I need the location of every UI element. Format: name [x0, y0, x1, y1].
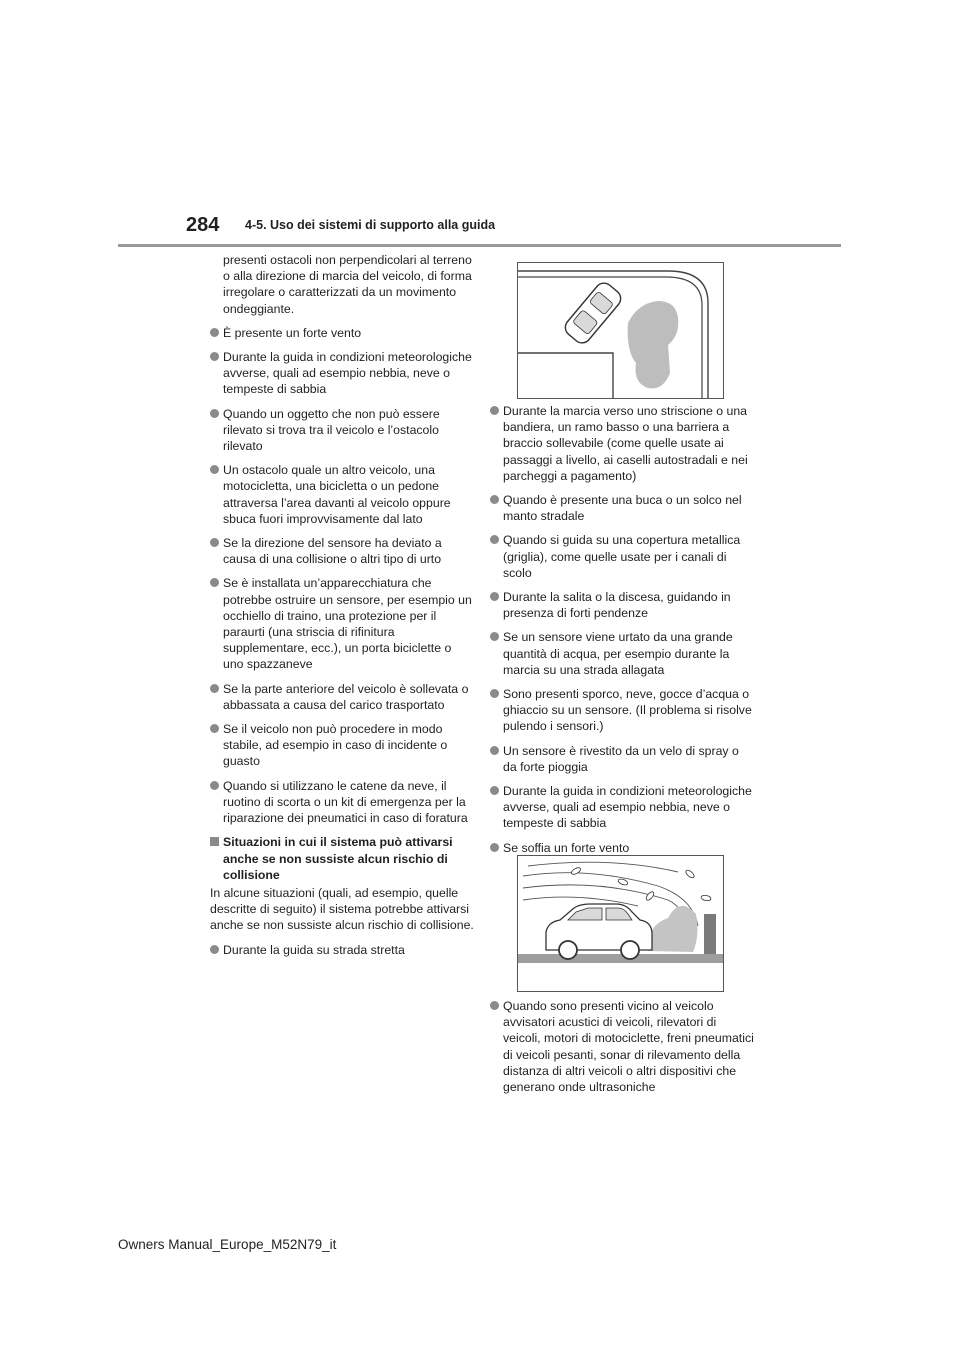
subheading: Situazioni in cui il sistema può attivarsi anche se non sussiste alcun rischio di collisione: [210, 834, 475, 883]
list-item: Durante la marcia verso uno striscione o una bandiera, un ramo basso o una barriera a braccio sollevabile (come quelle usate ai passaggi a livello, ai caselli autostradali e nei parcheggi a pagamento): [490, 403, 755, 484]
bullet-icon: [210, 328, 219, 337]
list-item: È presente un forte vento: [210, 325, 475, 341]
list-item: Se soffia un forte vento: [490, 840, 755, 856]
bullet-icon: [490, 746, 499, 755]
bullet-icon: [210, 538, 219, 547]
list-item: Durante la salita o la discesa, guidando in presenza di forti pendenze: [490, 589, 755, 621]
continued-paragraph: presenti ostacoli non perpendicolari al terreno o alla direzione di marcia del veicolo, di forma irregolare o caratterizzati da un movimento ondeggiante.: [223, 253, 472, 316]
narrow-road-illustration: [517, 262, 724, 399]
bullet-icon: [210, 465, 219, 474]
list-item: Quando si utilizzano le catene da neve, il ruotino di scorta o un kit di emergenza per la riparazione dei pneumatici in caso di foratura: [210, 778, 475, 827]
bullet-icon: [490, 632, 499, 641]
list-item: Un ostacolo quale un altro veicolo, una motocicletta, una bicicletta o un pedone attraversa l’area davanti al veicolo oppure sbuca fuori improvvisamente dal lato: [210, 462, 475, 527]
strong-wind-drawing: [518, 856, 723, 991]
page-number: 284: [186, 214, 220, 236]
right-column: [490, 403, 755, 864]
list-item: Sono presenti sporco, neve, gocce d’acqua o ghiaccio su un sensore. (Il problema si risolve pulendo i sensori.): [490, 686, 755, 735]
bullet-icon: [210, 352, 219, 361]
list-item: Durante la guida in condizioni meteorologiche avverse, quali ad esempio nebbia, neve o tempeste di sabbia: [490, 783, 755, 832]
bullet-icon: [210, 684, 219, 693]
bullet-icon: [490, 786, 499, 795]
list-item: Quando un oggetto che non può essere rilevato si trova tra il veicolo e l’ostacolo rilevato: [210, 406, 475, 455]
bullet-icon: [490, 1001, 499, 1010]
list-item: Quando si guida su una copertura metallica (griglia), come quelle usate per i canali di scolo: [490, 532, 755, 581]
strong-wind-illustration: [517, 855, 724, 992]
list-item: Se la parte anteriore del veicolo è sollevata o abbassata a causa del carico trasportato: [210, 681, 475, 713]
bullet-icon: [210, 781, 219, 790]
bullet-icon: [210, 724, 219, 733]
intro-paragraph: In alcune situazioni (quali, ad esempio, quelle descritte di seguito) il sistema potrebbe attivarsi anche se non sussiste alcun rischio di collisione.: [210, 885, 474, 933]
list-item: Durante la guida su strada stretta: [210, 942, 475, 958]
left-column: [210, 252, 475, 966]
list-item: Se il veicolo non può procedere in modo stabile, ad esempio in caso di incidente o guasto: [210, 721, 475, 770]
bullet-icon: [210, 945, 219, 954]
bullet-icon: [490, 495, 499, 504]
bullet-icon: [490, 843, 499, 852]
list-item: Quando è presente una buca o un solco nel manto stradale: [490, 492, 755, 524]
section-title: 4-5. Uso dei sistemi di supporto alla guida: [245, 218, 496, 232]
bullet-icon: [210, 578, 219, 587]
list-item: Durante la guida in condizioni meteorologiche avverse, quali ad esempio nebbia, neve o tempeste di sabbia: [210, 349, 475, 398]
square-bullet-icon: [210, 837, 219, 846]
list-item: Un sensore è rivestito da un velo di spray o da forte pioggia: [490, 743, 755, 775]
list-item: Quando sono presenti vicino al veicolo avvisatori acustici di veicoli, rilevatori di veicoli, motori di motociclette, freni pneumatici di veicoli pesanti, sonar di rilevamento della distanza di altri veicoli o altri dispositivi che generano onde ultrasoniche: [490, 998, 755, 1095]
list-item: Se è installata un’apparecchiatura che potrebbe ostruire un sensore, per esempio un occhiello di traino, una protezione per il paraurti (una striscia di rifinitura supplementare, ecc.), un porta biciclette o uno spazzaneve: [210, 575, 475, 672]
list-item: Se un sensore viene urtato da una grande quantità di acqua, per esempio durante la marcia su una strada allagata: [490, 629, 755, 678]
footer-text: Owners Manual_Europe_M52N79_it: [118, 1237, 337, 1252]
bullet-icon: [490, 592, 499, 601]
right-column-continued: [490, 998, 755, 1103]
bullet-icon: [490, 689, 499, 698]
bullet-icon: [210, 409, 219, 418]
bullet-icon: [490, 535, 499, 544]
narrow-road-drawing: [518, 263, 723, 398]
header-divider: [118, 244, 841, 247]
bullet-icon: [490, 406, 499, 415]
list-item: Se la direzione del sensore ha deviato a causa di una collisione o altri tipo di urto: [210, 535, 475, 567]
